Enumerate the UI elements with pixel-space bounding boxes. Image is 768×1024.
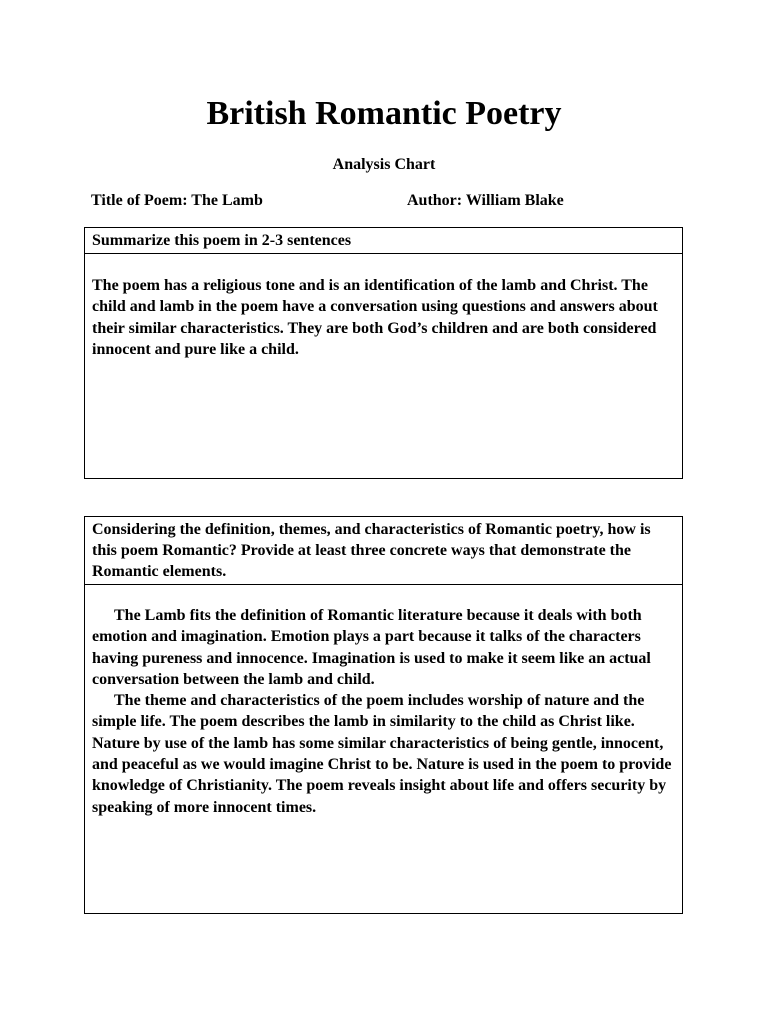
summary-answer <box>85 254 682 360</box>
poem-author: Author: William Blake <box>407 192 564 209</box>
romantic-elements-prompt: Considering the definition, themes, and characteristics of Romantic poetry, how is this poem Romantic? Provide at least three concrete ways that demonstrate the Romantic elements. <box>85 517 682 585</box>
summary-box <box>84 227 683 479</box>
summary-answer-text: The poem has a religious tone and is an identification of the lamb and Christ. The child and lamb in the poem have a conversation using questions and answers about their similar characteristics. They are both God’s children and are both considered innocent and pure like a child. <box>92 277 658 358</box>
document-title: British Romantic Poetry <box>206 95 562 132</box>
document-subtitle: Analysis Chart <box>332 156 436 173</box>
answer-paragraph-2: The theme and characteristics of the poem includes worship of nature and the simple life. The poem describes the lamb in similarity to the child as Christ like. Nature by use of the lamb has some similar characteristics of being gentle, innocent, and peaceful as we would imagine Christ to be. Nature is used in the poem to provide knowledge of Christianity. The poem reveals insight about life and offers security by speaking of more innocent times. <box>92 692 672 816</box>
summary-prompt: Summarize this poem in 2-3 sentences <box>85 228 682 254</box>
romantic-elements-box <box>84 516 683 914</box>
poem-title: Title of Poem: The Lamb <box>91 192 263 209</box>
romantic-elements-answer <box>85 585 682 818</box>
answer-paragraph-1: The Lamb fits the definition of Romantic literature because it deals with both emotion and imagination. Emotion plays a part because it talks of the characters having pureness and innocence. Imagination is used to make it seem like an actual conversation between the lamb and child. <box>92 607 651 688</box>
